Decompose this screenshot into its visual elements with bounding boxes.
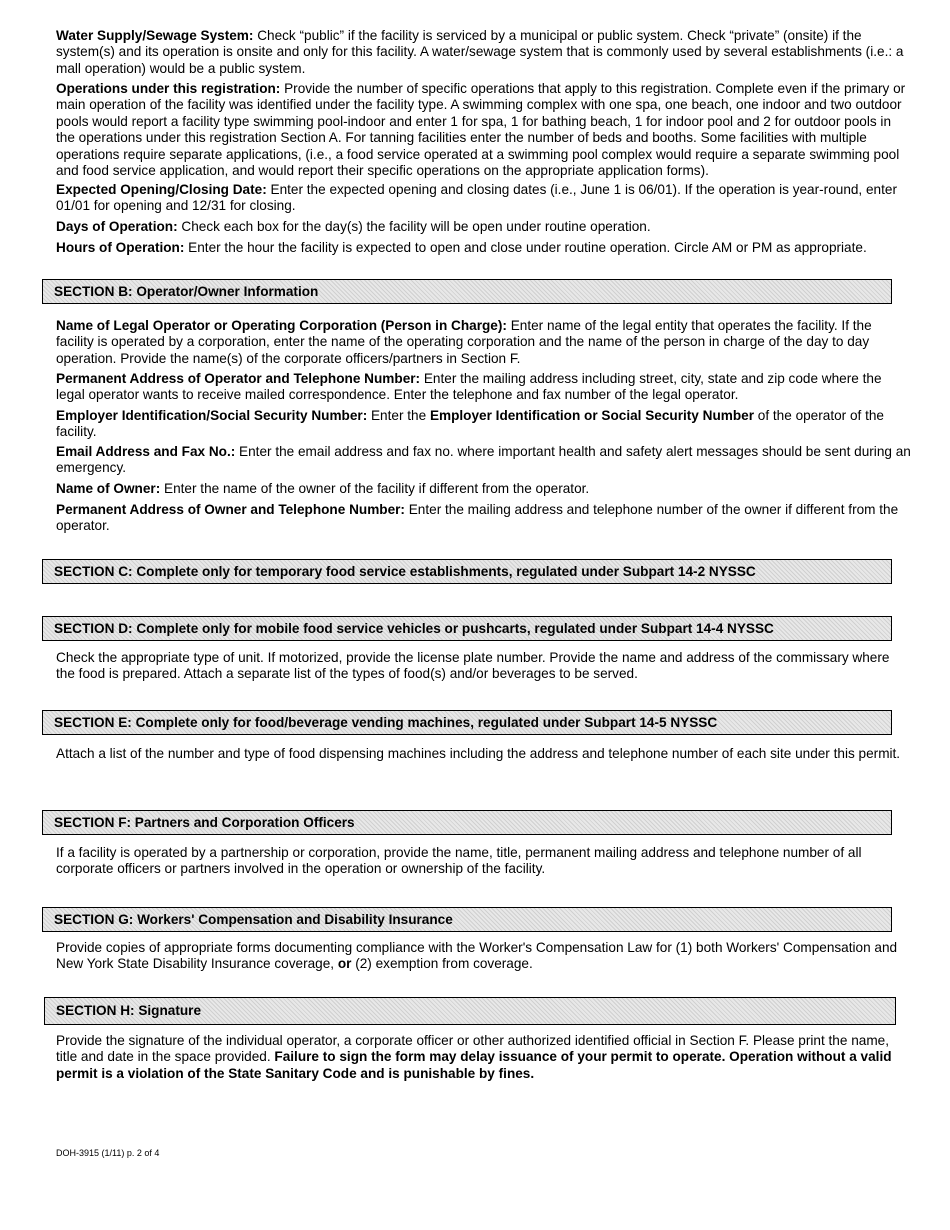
section-g-header: SECTION G: Workers' Compensation and Disability Insurance — [42, 907, 892, 932]
operator-address-instruction — [56, 371, 912, 404]
section-g-text-part: Provide copies of appropriate forms documenting compliance with the Worker's Compensation Law for (1) both Workers' Compensation and New York State Disability Insurance coverage, — [56, 940, 898, 972]
form-footer: DOH-3915 (1/11) p. 2 of 4 — [56, 1148, 160, 1158]
section-g-emphasis: or — [337, 956, 352, 972]
instruction-label: Name of Legal Operator or Operating Corporation (Person in Charge): — [56, 318, 507, 333]
section-e-header: SECTION E: Complete only for food/beverage vending machines, regulated under Subpart 14-5 NYSSC — [42, 710, 892, 735]
instruction-label: Email Address and Fax No.: — [56, 444, 236, 459]
section-f-text: If a facility is operated by a partnership or corporation, provide the name, title, permanent mailing address and telephone number of all corporate officers or partners involved in the operation or ownership of the facility. — [56, 845, 862, 877]
section-d-text: Check the appropriate type of unit. If motorized, provide the license plate number. Provide the name and address of the commissary where the food is prepared. Attach a separate list of the types of food(s) and/or beverages to be served. — [56, 650, 890, 682]
instruction-text: Enter name of the legal entity that operates the facility. If the facility is operated by a corporation, enter the name of the operating corporation and the name of the person in charge of the day to day operation. Provide the name(s) of the corporate officers/partners in Section F. — [56, 318, 872, 366]
instruction-text: Enter the mailing address including street, city, state and zip code where the legal operator wants to receive mailed correspondence. Enter the telephone and fax number of the legal operator. — [56, 371, 882, 403]
section-f-header: SECTION F: Partners and Corporation Officers — [42, 810, 892, 835]
section-h-text-part: Provide the signature of the individual operator, a corporate officer or other authorized identified official in Section F. Please print the name, title and date in the space provided. — [56, 1033, 889, 1065]
instruction-text: Enter the — [367, 408, 430, 423]
section-h-warning: Failure to sign the form may delay issuance of your permit to operate. Operation without a valid permit is a violation of the State Sanitary Code and is punishable by fines. — [56, 1049, 892, 1081]
section-b-header: SECTION B: Operator/Owner Information — [42, 279, 892, 304]
water-supply-instruction — [56, 28, 912, 77]
section-h-header: SECTION H: Signature — [44, 997, 896, 1025]
instruction-text: Enter the hour the facility is expected to open and close under routine operation. Circle AM or PM as appropriate. — [184, 240, 867, 255]
instruction-label: Employer Identification/Social Security Number: — [56, 408, 368, 423]
legal-operator-instruction — [56, 318, 912, 367]
instruction-label: Expected Opening/Closing Date: — [56, 182, 267, 197]
days-instruction — [56, 219, 912, 235]
section-g-text — [56, 940, 912, 973]
email-fax-instruction — [56, 444, 912, 477]
section-d-header: SECTION D: Complete only for mobile food service vehicles or pushcarts, regulated under Subpart 14-4 NYSSC — [42, 616, 892, 641]
section-g-text-part: (2) exemption from coverage. — [351, 956, 533, 972]
instruction-label: Name of Owner: — [56, 481, 161, 496]
instruction-text: Check “public” if the facility is serviced by a municipal or public system. Check “private” (onsite) if the system(s) and its operation is onsite and only for this facility. A water/sewage system that is commonly used by several establishments (i.e.: a mall operation) would be a public system. — [56, 28, 904, 76]
section-e-text: Attach a list of the number and type of food dispensing machines including the address and telephone number of each site under this permit. — [56, 746, 901, 761]
section-c-header: SECTION C: Complete only for temporary food service establishments, regulated under Subpart 14-2 NYSSC — [42, 559, 892, 584]
section-h-text — [56, 1033, 912, 1082]
hours-instruction — [56, 240, 912, 256]
instruction-text: Check each box for the day(s) the facility will be open under routine operation. — [177, 219, 651, 234]
opening-closing-instruction — [56, 182, 912, 215]
instruction-text: Enter the name of the owner of the facility if different from the operator. — [160, 481, 590, 496]
instruction-text: of the operator of the facility. — [56, 408, 884, 440]
instruction-label: Permanent Address of Owner and Telephone Number: — [56, 502, 405, 517]
instruction-label: Hours of Operation: — [56, 240, 185, 255]
instruction-emphasis: Employer Identification or Social Security Number — [429, 408, 754, 423]
instruction-label: Permanent Address of Operator and Telephone Number: — [56, 371, 421, 386]
operations-instruction — [56, 81, 912, 179]
instruction-text: Enter the mailing address and telephone number of the owner if different from the operator. — [56, 502, 899, 534]
instruction-text: Provide the number of specific operations that apply to this registration. Complete even if the primary or main operation of the facility was identified under the facility type. A swimming complex with one spa, one beach, one indoor and two outdoor pools would report a facility type swimming pool-indoor and enter 1 for spa, 1 for bathing beach, 1 for indoor pool and 2 for outdoor pools in the operations under this registration Section A. For tanning facilities enter the number of beds and booths. Some facilities with multiple operations require separate applications, (i.e., a food service operated at a swimming pool complex would require a separate swimming pool and food service application, and would report their specific operations on the appropriate application forms). — [56, 81, 906, 179]
instruction-text: Enter the email address and fax no. where important health and safety alert messages should be sent during an emergency. — [56, 444, 911, 476]
instruction-label: Water Supply/Sewage System: — [56, 28, 254, 43]
instruction-label: Operations under this registration: — [56, 81, 281, 96]
instruction-text: Enter the expected opening and closing dates (i.e., June 1 is 06/01). If the operation is year-round, enter 01/01 for opening and 12/31 for closing. — [56, 182, 897, 214]
employer-id-instruction — [56, 408, 912, 441]
owner-address-instruction — [56, 502, 912, 535]
instruction-label: Days of Operation: — [56, 219, 178, 234]
owner-name-instruction — [56, 481, 912, 497]
